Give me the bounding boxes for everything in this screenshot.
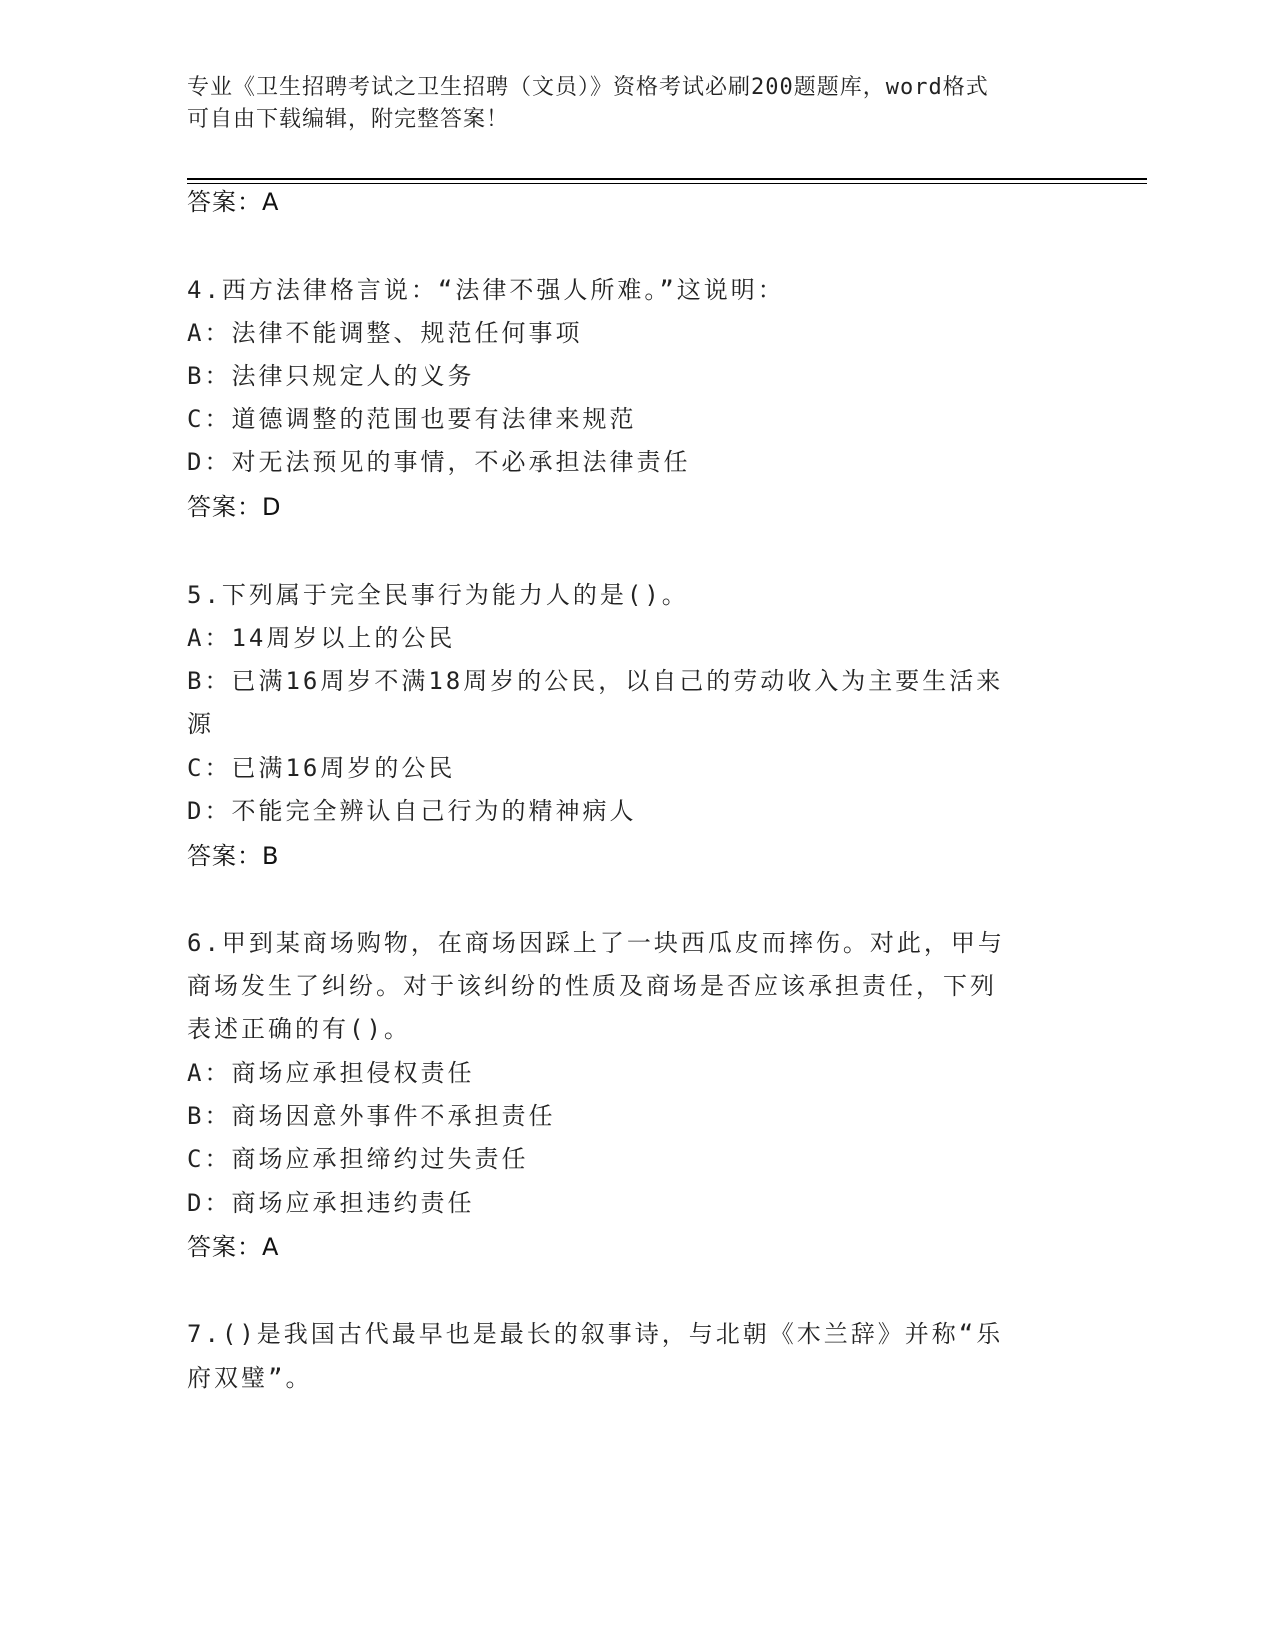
- question-4-option-b: B：法律只规定人的义务: [187, 362, 475, 390]
- question-6-stem-line-2: 商场发生了纠纷。对于该纠纷的性质及商场是否应该承担责任，下列: [187, 972, 997, 1000]
- question-6-stem-line-1: 6.甲到某商场购物，在商场因踩上了一块西瓜皮而摔伤。对此，甲与: [187, 929, 1005, 957]
- question-7-stem-line-2: 府双璧”。: [187, 1364, 313, 1392]
- answer-q6: 答案：A: [187, 1233, 280, 1261]
- question-5-option-d: D：不能完全辨认自己行为的精神病人: [187, 797, 637, 825]
- question-6-stem-line-3: 表述正确的有()。: [187, 1015, 411, 1043]
- header-divider-thick: [187, 178, 1147, 180]
- question-4-stem: 4.西方法律格言说：“法律不强人所难。”这说明：: [187, 276, 785, 304]
- question-4-option-c: C：道德调整的范围也要有法律来规范: [187, 405, 637, 433]
- answer-q3: 答案：A: [187, 188, 280, 216]
- question-5-option-b-line-2: 源: [187, 710, 214, 738]
- question-4-option-d: D：对无法预见的事情，不必承担法律责任: [187, 448, 691, 476]
- question-6-option-a: A：商场应承担侵权责任: [187, 1059, 475, 1087]
- question-5-option-a: A：14周岁以上的公民: [187, 624, 456, 652]
- question-7-stem-line-1: 7.()是我国古代最早也是最长的叙事诗，与北朝《木兰辞》并称“乐: [187, 1320, 1004, 1348]
- question-5-option-c: C：已满16周岁的公民: [187, 754, 456, 782]
- question-5-option-b-line-1: B：已满16周岁不满18周岁的公民，以自己的劳动收入为主要生活来: [187, 667, 1004, 695]
- question-6-option-c: C：商场应承担缔约过失责任: [187, 1145, 529, 1173]
- header-title-line-1: 专业《卫生招聘考试之卫生招聘（文员）》资格考试必刷200题题库，word格式: [187, 75, 989, 100]
- question-6-option-b: B：商场因意外事件不承担责任: [187, 1102, 556, 1130]
- question-5-stem: 5.下列属于完全民事行为能力人的是()。: [187, 581, 689, 609]
- document-page: [187, 0, 1147, 1650]
- question-6-option-d: D：商场应承担违约责任: [187, 1189, 475, 1217]
- answer-q4: 答案：D: [187, 493, 282, 521]
- answer-q5: 答案：B: [187, 842, 280, 870]
- question-4-option-a: A：法律不能调整、规范任何事项: [187, 319, 583, 347]
- header-title-line-2: 可自由下载编辑，附完整答案！: [187, 107, 510, 132]
- document-header: [187, 72, 1067, 136]
